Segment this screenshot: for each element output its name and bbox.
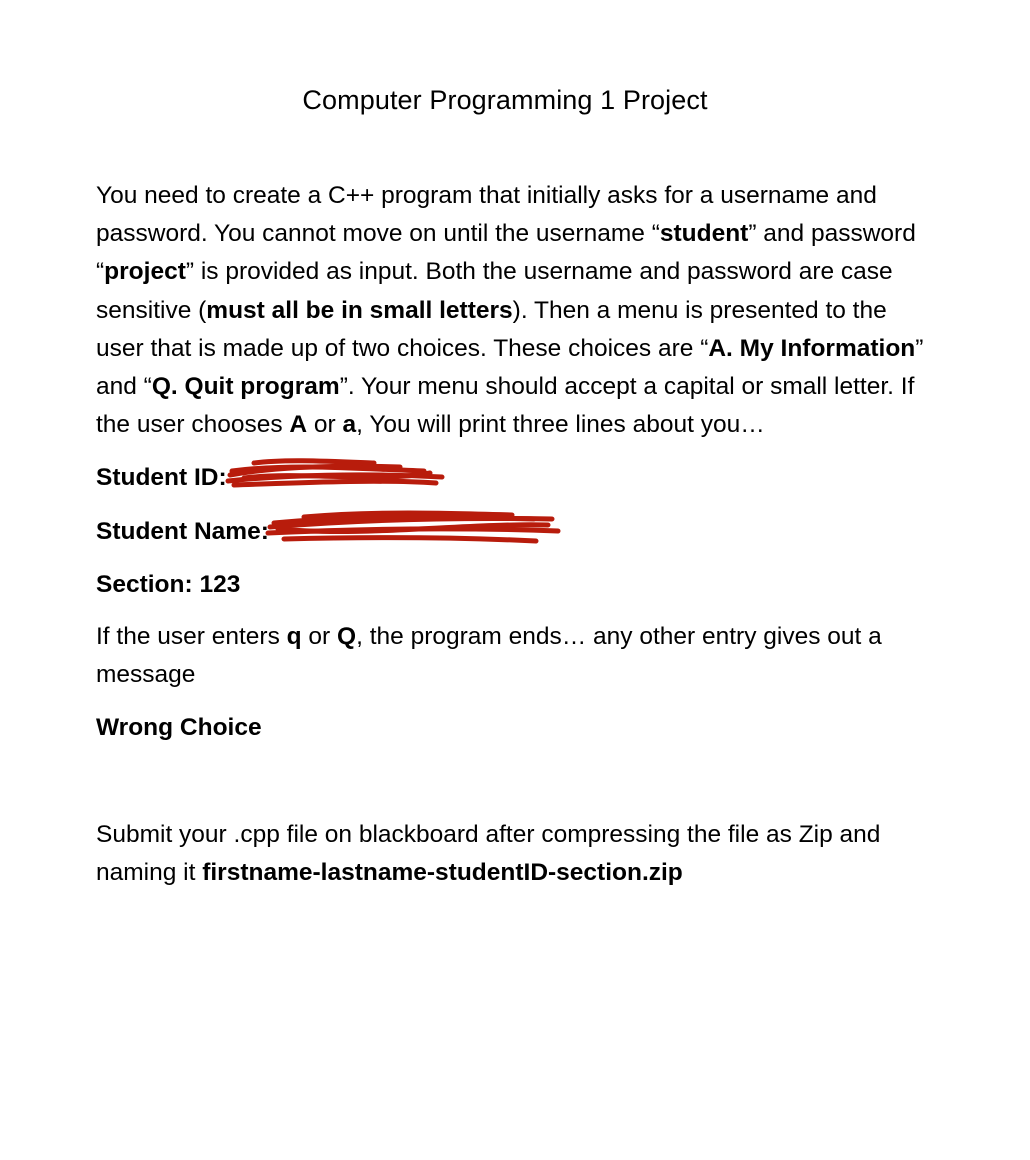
student-name-line	[96, 513, 926, 551]
student-id-label: Student ID:	[96, 464, 227, 492]
intro-text-1: You need to create a C++ program that initially asks for a username and password. You cannot move on until the username “	[96, 182, 877, 248]
student-name-label: Student Name:	[96, 517, 269, 545]
quit-text-3: , the program ends… any other entry gives out a message	[96, 623, 882, 689]
intro-text-8: , You will print three lines about you…	[356, 411, 765, 439]
submit-filename: firstname-lastname-studentID-section.zip	[202, 858, 683, 886]
document-title: Computer Programming 1 Project	[302, 85, 708, 115]
redaction-scribble-id	[224, 453, 449, 493]
intro-password: project	[104, 258, 186, 286]
quit-text-2: or	[301, 623, 338, 651]
intro-choice-q: Q. Quit program	[151, 373, 340, 401]
quit-text-1: If the user enters	[96, 623, 287, 651]
wrong-choice-message: Wrong Choice	[96, 714, 262, 742]
quit-paragraph	[96, 618, 926, 694]
document-body	[96, 177, 926, 892]
quit-key-upper-q: Q	[337, 623, 357, 651]
intro-text-5: ” and “	[96, 334, 924, 401]
intro-text-7: or	[307, 411, 343, 439]
intro-paragraph	[96, 177, 926, 444]
intro-choice-a: A. My Information	[708, 334, 916, 362]
intro-case-note: must all be in small letters	[206, 296, 513, 324]
intro-text-3: ” is provided as input. Both the username and password are case sensitive (	[96, 258, 893, 324]
intro-username: student	[659, 220, 749, 248]
intro-text-2: ” and password “	[96, 220, 916, 286]
redaction-scribble-name	[264, 507, 564, 549]
intro-key-upper-a: A	[289, 411, 308, 439]
intro-key-lower-a: a	[342, 411, 357, 439]
student-id-line	[96, 459, 926, 497]
submit-text: Submit your .cpp file on blackboard after compressing the file as Zip and naming it	[96, 820, 881, 886]
intro-text-6: ”. Your menu should accept a capital or small letter. If the user chooses	[96, 373, 915, 439]
intro-text-4: ). Then a menu is presented to the user that is made up of two choices. These choices are “	[96, 296, 887, 362]
submit-paragraph	[96, 816, 926, 892]
quit-key-lower-q: q	[286, 623, 302, 651]
section-line: Section: 123	[96, 570, 241, 598]
